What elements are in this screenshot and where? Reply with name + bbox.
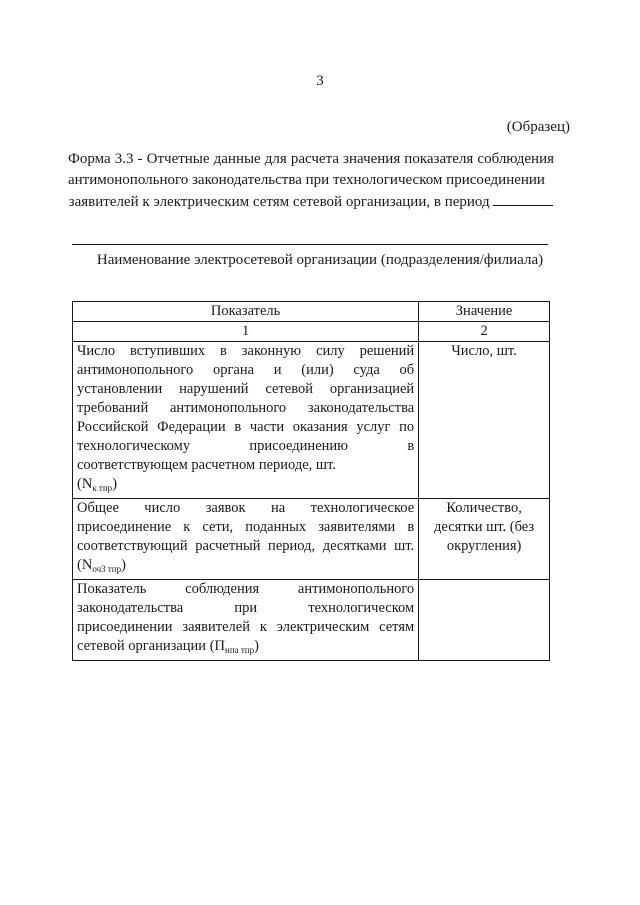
- organization-caption: Наименование электросетевой организации (подразделения/филиала): [96, 252, 544, 268]
- table-row: [73, 499, 550, 580]
- symbol-subscript: к тпр: [92, 483, 113, 493]
- period-blank-field: [493, 191, 553, 206]
- indicator-cell: [73, 342, 419, 499]
- form-title-period: заявителей к электрическим сетям сетевой организации, в период: [68, 194, 490, 210]
- indicator-cell: [73, 580, 419, 661]
- symbol-base: (N: [77, 557, 93, 573]
- table-row: [73, 580, 550, 661]
- indicator-table: [72, 301, 550, 661]
- header-value: Значение: [419, 302, 550, 322]
- symbol-base: (N: [77, 476, 93, 492]
- sample-label: (Образец): [506, 119, 570, 135]
- symbol-base: (П: [209, 638, 225, 654]
- column-number-indicator: 1: [73, 322, 419, 342]
- indicator-cell: [73, 499, 419, 580]
- indicator-text: Число вступивших в законную силу решений антимонопольного органа и (или) суда об установлении нарушений сетевой организацией требований антимонопольного законодательства Российской Федерации в части оказания услуг по технологическому присоединению в соответствующем расчетном периоде, шт.: [77, 343, 415, 473]
- header-indicator: Показатель: [73, 302, 419, 322]
- page-number: 3: [316, 73, 324, 89]
- form-title: [68, 149, 554, 213]
- value-cell: Число, шт.: [419, 342, 550, 499]
- table-row: [73, 342, 550, 499]
- indicator-text: Показатель соблюдения антимонопольного законодательства при технологическом присоединении заявителей к электрическим сетям сетевой организации: [77, 581, 415, 654]
- organization-name-line: [72, 244, 548, 245]
- indicator-symbol: [210, 638, 259, 654]
- table-header-row: [73, 302, 550, 322]
- indicator-symbol: [77, 476, 117, 492]
- value-cell: [419, 580, 550, 661]
- symbol-close: ): [112, 476, 118, 492]
- form-title-last-line: [68, 191, 554, 213]
- column-number-value: 2: [419, 322, 550, 342]
- value-cell: Количество, десятки шт. (без округления): [419, 499, 550, 580]
- symbol-subscript: нпа тпр: [225, 645, 255, 655]
- form-title-main: Форма 3.3 - Отчетные данные для расчета значения показателя соблюдения антимонопольного законодательства при технологическом присоединении: [68, 151, 554, 188]
- symbol-close: ): [121, 557, 126, 573]
- indicator-symbol: [77, 557, 126, 573]
- symbol-close: ): [254, 638, 259, 654]
- column-number-row: [73, 322, 550, 342]
- symbol-subscript: оч3 тпр: [92, 564, 122, 574]
- indicator-text: Общее число заявок на технологическое присоединение к сети, поданных заявителями в соответствующий расчетный период, десятками шт.: [77, 500, 415, 554]
